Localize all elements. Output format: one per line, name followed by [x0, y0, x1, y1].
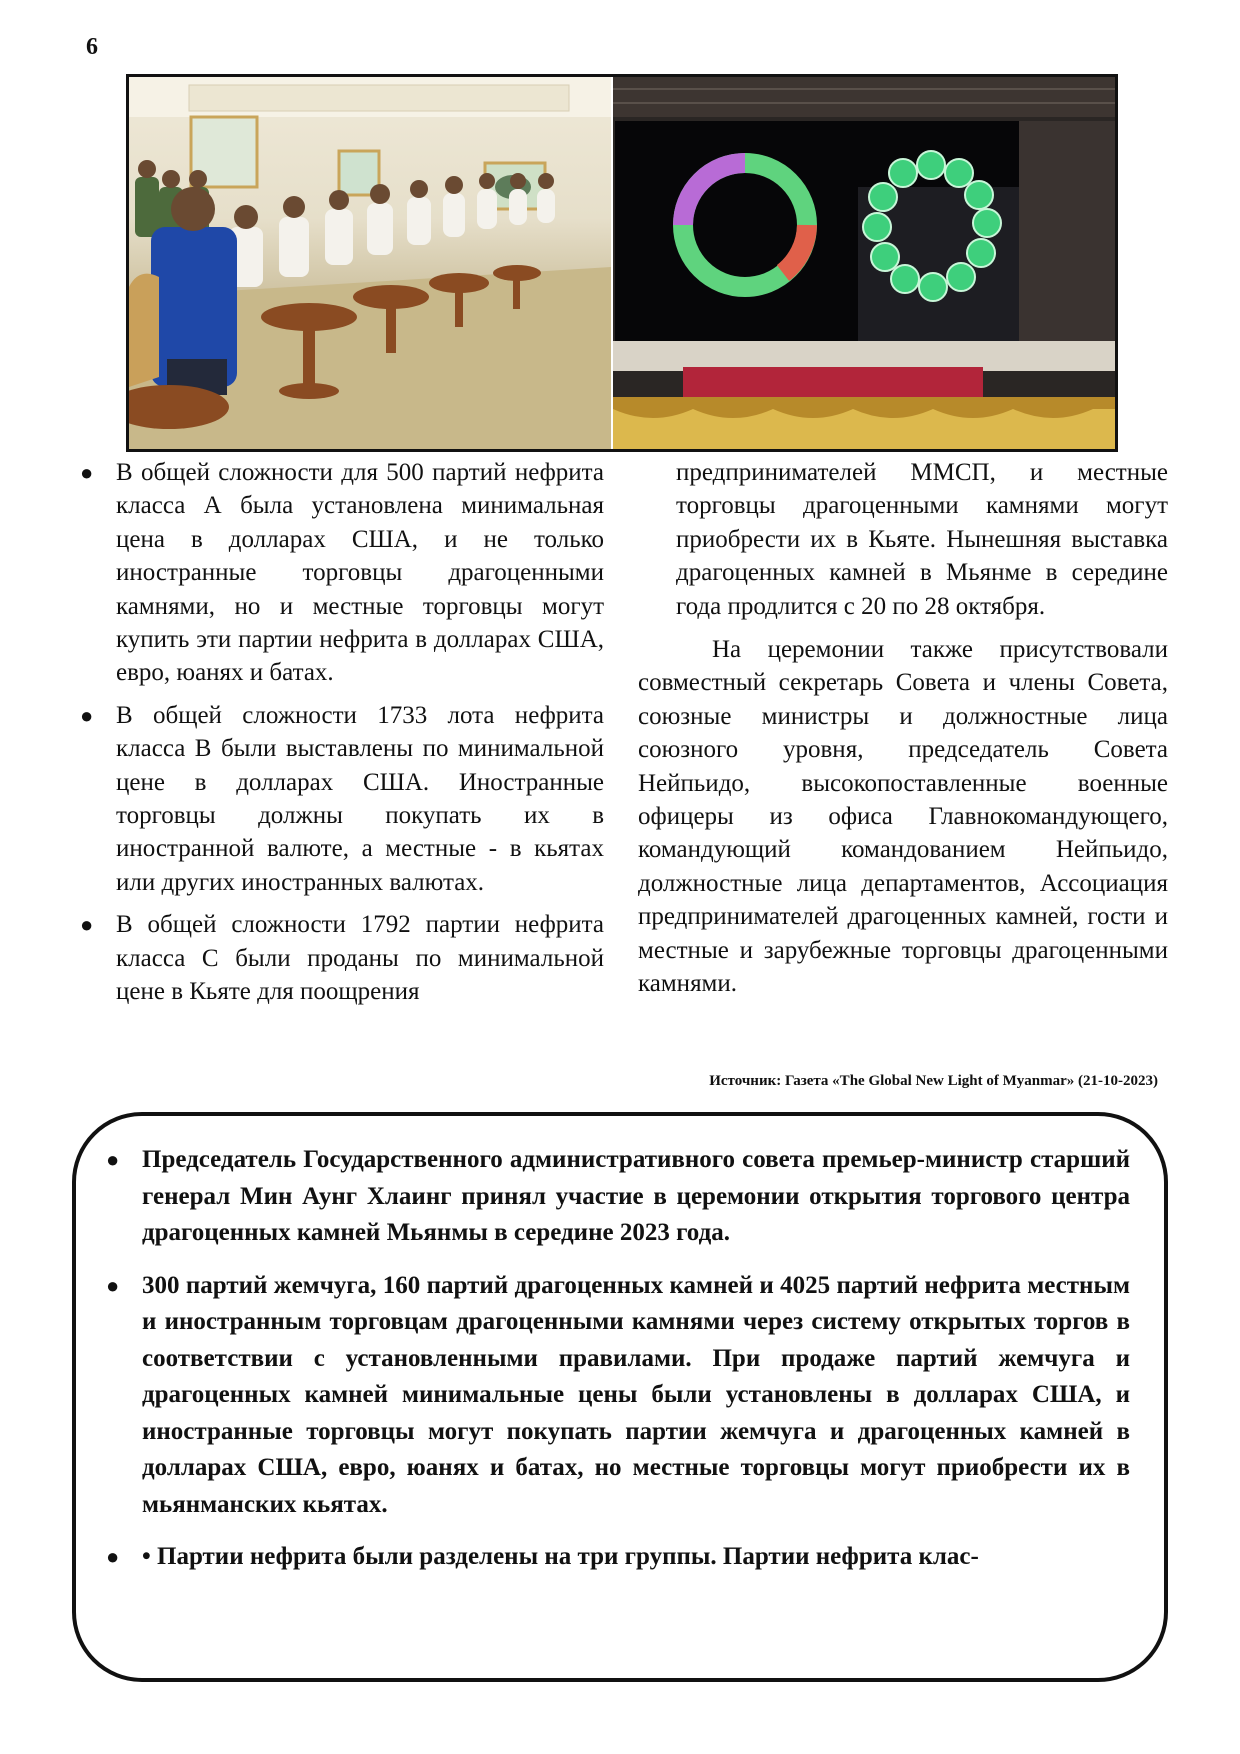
list-item	[106, 1142, 1130, 1252]
ceremony-audience-illustration	[129, 77, 611, 449]
continued-bullet-text: предпринимателей ММСП, и местные торговцы драгоценными камнями могут приобрести их в Кьяте. Нынешняя выставка драгоценных камней в Мьянме в середине года продлится с 20 по 28 октября.	[676, 459, 1168, 620]
list-item	[106, 1268, 1130, 1524]
summary-list	[76, 1116, 1164, 1576]
jade-screen-photo	[613, 77, 1115, 449]
summary-text: • Партии нефрита были разделены на три группы. Партии нефрита клас-	[142, 1543, 979, 1570]
bullet-icon: ●	[106, 1272, 120, 1298]
ceremony-audience-photo	[129, 77, 613, 449]
bullet-text: В общей сложности 1733 лота нефрита класса В были выставлены по минимальной цене в долларах США. Иностранные торговцы должны покупать их в иностранной валюте, а местные - в кьятах или других иностранных валютах.	[116, 701, 604, 896]
bullet-text: В общей сложности для 500 партий нефрита класса А была установлена минимальная цена в долларах США, и не только иностранные торговцы драгоценными камнями, но и местные торговцы могут купить эти партии нефрита в долларах США, евро, юанях и батах.	[116, 459, 604, 687]
page-number: 6	[86, 34, 98, 60]
source-credit: Источник: Газета «The Global New Light of Myanmar» (21-10-2023)	[709, 1073, 1158, 1089]
summary-text: Председатель Государственного административного совета премьер-министр старший генерал Мин Аунг Хлаинг принял участие в церемонии открытия торгового центра драгоценных камней Мьянмы в середине 2023 года.	[142, 1146, 1130, 1246]
jade-screen-illustration	[613, 77, 1115, 449]
list-item	[106, 1539, 1130, 1576]
bullet-icon: ●	[106, 1544, 120, 1569]
list-item	[72, 699, 604, 899]
bullet-icon: ●	[106, 1147, 120, 1172]
photo-strip	[126, 74, 1118, 452]
list-item	[72, 456, 604, 690]
bullet-text: В общей сложности 1792 партии нефрита класса С были проданы по минимальной цене в Кьяте для поощрения	[116, 911, 604, 1006]
bullet-icon: ●	[80, 912, 94, 938]
list-item	[72, 908, 604, 1008]
summary-box	[72, 1112, 1168, 1682]
attendees-paragraph: На церемонии также присутствовали совместный секретарь Совета и члены Совета, союзные министры и должностные лица союзного уровня, председатель Совета Нейпьидо, высокопоставленные военные офицеры из офиса Главнокомандующего, командующий командованием Нейпьидо, должностные лица департаментов, Ассоциация предпринимателей драгоценных камней, гости и местные и зарубежные торговцы драгоценными камнями.	[638, 636, 1168, 998]
class-bullet-list	[72, 456, 604, 1009]
bullet-icon: ●	[80, 702, 94, 728]
summary-text: 300 партий жемчуга, 160 партий драгоценных камней и 4025 партий нефрита местным и иностранным торговцам драгоценными камнями через систему открытых торгов в соответствии с установленными правилами. При продаже партий жемчуга и драгоценных камней минимальные цены были установлены в долларах США, и иностранные торговцы могут покупать партии жемчуга и драгоценных камней в долларах США, евро, юанях и батах, но местные торговцы могут приобрести их в мьянманских кьятах.	[142, 1271, 1130, 1518]
right-column	[638, 456, 1168, 1001]
left-column	[72, 456, 604, 1018]
bullet-icon: ●	[80, 460, 94, 485]
